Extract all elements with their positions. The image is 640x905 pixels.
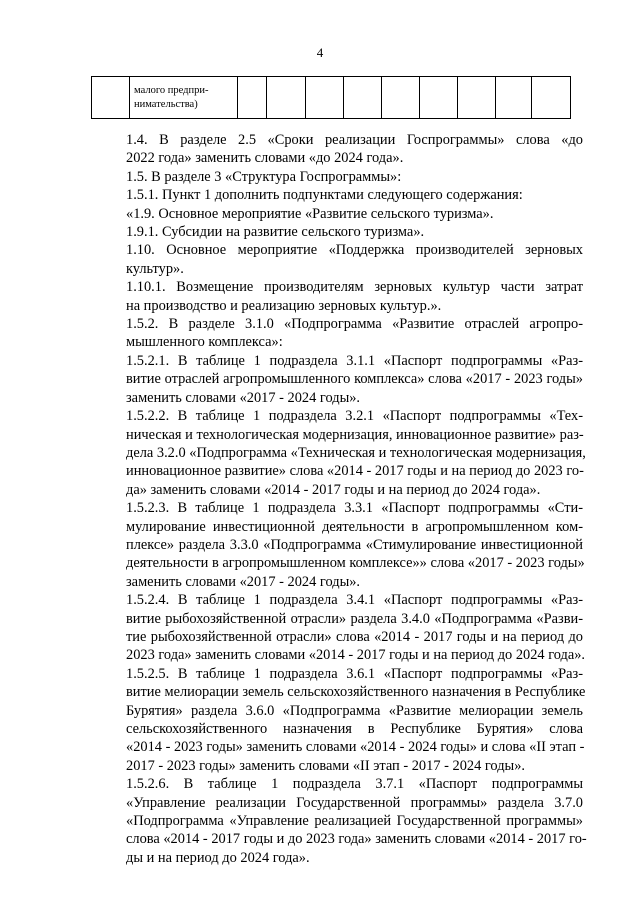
table-row xyxy=(92,77,571,119)
paragraph-line: «Управление реализации Государственной программы» раздела 3.7.0 xyxy=(126,794,583,811)
table-cell-empty xyxy=(238,77,267,119)
paragraph-line: «1.9. Основное мероприятие «Развитие сельского туризма». xyxy=(126,205,494,222)
paragraph-line: мулирование инвестиционной деятельности в агропромышленном ком- xyxy=(126,518,583,535)
paragraph-line: витие отраслей агропромышленного комплекса» слова «2017 - 2023 годы» xyxy=(126,371,583,388)
paragraph-line: 1.5.2.3. В таблице 1 подраздела 3.3.1 «Паспорт подпрограммы «Сти- xyxy=(126,500,583,517)
paragraph-line: 1.9.1. Субсидии на развитие сельского туризма». xyxy=(126,224,425,241)
paragraph-line: культур». xyxy=(126,260,184,277)
table-cell-empty xyxy=(382,77,420,119)
paragraph-line: инновационное развитие» слова «2014 - 2017 годы и на период до 2023 го- xyxy=(126,463,584,480)
paragraph-line: плексе» раздела 3.3.0 «Подпрограмма «Стимулирование инвестиционной xyxy=(126,536,583,553)
paragraph-line: Бурятия» раздела 3.6.0 «Подпрограмма «Развитие мелиорации земель xyxy=(126,702,583,719)
paragraph-line: витие рыбохозяйственной отрасли» раздела 3.4.0 «Подпрограмма «Разви- xyxy=(126,610,583,627)
paragraph-line: 1.5.2.1. В таблице 1 подраздела 3.1.1 «Паспорт подпрограммы «Раз- xyxy=(126,352,583,369)
table-cell-empty xyxy=(92,77,130,119)
paragraph-line: «2014 - 2023 годы» заменить словами «2014 - 2024 годы» и слова «II этап - xyxy=(126,739,585,756)
table-cell-empty xyxy=(267,77,306,119)
paragraph-line: 1.5. В разделе 3 «Структура Госпрограммы»: xyxy=(126,168,402,185)
amendment-paragraph xyxy=(91,352,583,407)
amendment-paragraph xyxy=(91,775,587,867)
document-body xyxy=(91,131,587,867)
paragraph-line: тие рыбохозяйственной отрасли» слова «2014 - 2017 годы и на период до xyxy=(126,628,583,645)
paragraph-line: 1.10.1. Возмещение производителям зерновых культур части затрат xyxy=(126,279,583,296)
amendment-paragraph xyxy=(91,665,586,775)
paragraph-line: 1.5.2. В разделе 3.1.0 «Подпрограмма «Развитие отраслей агропро- xyxy=(126,316,583,333)
amendment-paragraph xyxy=(91,278,583,315)
table-fragment xyxy=(91,76,571,119)
table-cell-line: нимательства) xyxy=(134,98,198,110)
amendment-paragraph xyxy=(91,131,583,168)
table-cell-empty xyxy=(496,77,532,119)
paragraph-line: ническая и технологическая модернизация, инновационное развитие» раз- xyxy=(126,426,584,443)
amendment-paragraph xyxy=(91,223,583,241)
page-number: 4 xyxy=(316,45,324,60)
amendment-paragraph xyxy=(91,205,583,223)
table-cell-empty xyxy=(532,77,571,119)
paragraph-line: ды и на период до 2024 года». xyxy=(126,849,310,866)
table-cell-empty xyxy=(306,77,344,119)
amendment-paragraph xyxy=(91,241,583,278)
paragraph-line: 2022 года» заменить словами «до 2024 года». xyxy=(126,150,404,167)
paragraph-line: витие мелиорации земель сельскохозяйственного назначения в Республике xyxy=(126,684,586,701)
paragraph-line: да» заменить словами «2014 - 2017 годы и на период до 2024 года». xyxy=(126,481,541,498)
paragraph-line: на производство и реализацию зерновых культур.». xyxy=(126,297,442,314)
table-cell-empty xyxy=(420,77,458,119)
table-cell-line: малого предпри- xyxy=(134,84,209,96)
amendment-paragraph xyxy=(91,407,586,499)
paragraph-line: 1.5.2.4. В таблице 1 подраздела 3.4.1 «Паспорт подпрограммы «Раз- xyxy=(126,592,583,609)
paragraph-line: дела 3.2.0 «Подпрограмма «Техническая и технологическая модернизация, xyxy=(126,444,586,461)
amendment-paragraph xyxy=(91,186,583,204)
paragraph-line: деятельности в агропромышленном комплексе»» слова «2017 - 2023 годы» xyxy=(126,555,585,572)
table-cell-empty xyxy=(344,77,382,119)
paragraph-line: 1.5.1. Пункт 1 дополнить подпунктами следующего содержания: xyxy=(126,187,523,204)
paragraph-line: 1.5.2.2. В таблице 1 подраздела 3.2.1 «Паспорт подпрограммы «Тех- xyxy=(126,408,583,425)
paragraph-line: 1.5.2.5. В таблице 1 подраздела 3.6.1 «Паспорт подпрограммы «Раз- xyxy=(126,665,583,682)
amendment-paragraph xyxy=(91,591,586,665)
paragraph-line: мышленного комплекса»: xyxy=(126,334,283,351)
amendment-paragraph xyxy=(91,315,583,352)
table-cell-text xyxy=(130,77,238,119)
paragraph-line: «Подпрограмма «Управление реализацией Государственной программы» xyxy=(126,813,583,830)
paragraph-line: слова «2014 - 2017 годы и до 2023 года» заменить словами «2014 - 2017 го- xyxy=(126,831,587,848)
paragraph-line: 1.5.2.6. В таблице 1 подраздела 3.7.1 «Паспорт подпрограммы xyxy=(126,776,583,793)
table-cell-empty xyxy=(458,77,496,119)
amendment-paragraph xyxy=(91,499,583,591)
amendment-paragraph xyxy=(91,168,583,186)
paragraph-line: заменить словами «2017 - 2024 годы». xyxy=(126,389,361,406)
paragraph-line: сельскохозяйственного назначения в Республике Бурятия» слова xyxy=(126,721,583,737)
paragraph-line: 2017 - 2023 годы» заменить словами «II этап - 2017 - 2024 годы». xyxy=(126,757,525,774)
paragraph-line: 1.4. В разделе 2.5 «Сроки реализации Госпрограммы» слова «до xyxy=(126,132,583,148)
paragraph-line: 2023 года» заменить словами «2014 - 2017 годы и на период до 2024 года». xyxy=(126,647,586,664)
paragraph-line: заменить словами «2017 - 2024 годы». xyxy=(126,573,361,590)
paragraph-line: 1.10. Основное мероприятие «Поддержка производителей зерновых xyxy=(126,242,583,259)
